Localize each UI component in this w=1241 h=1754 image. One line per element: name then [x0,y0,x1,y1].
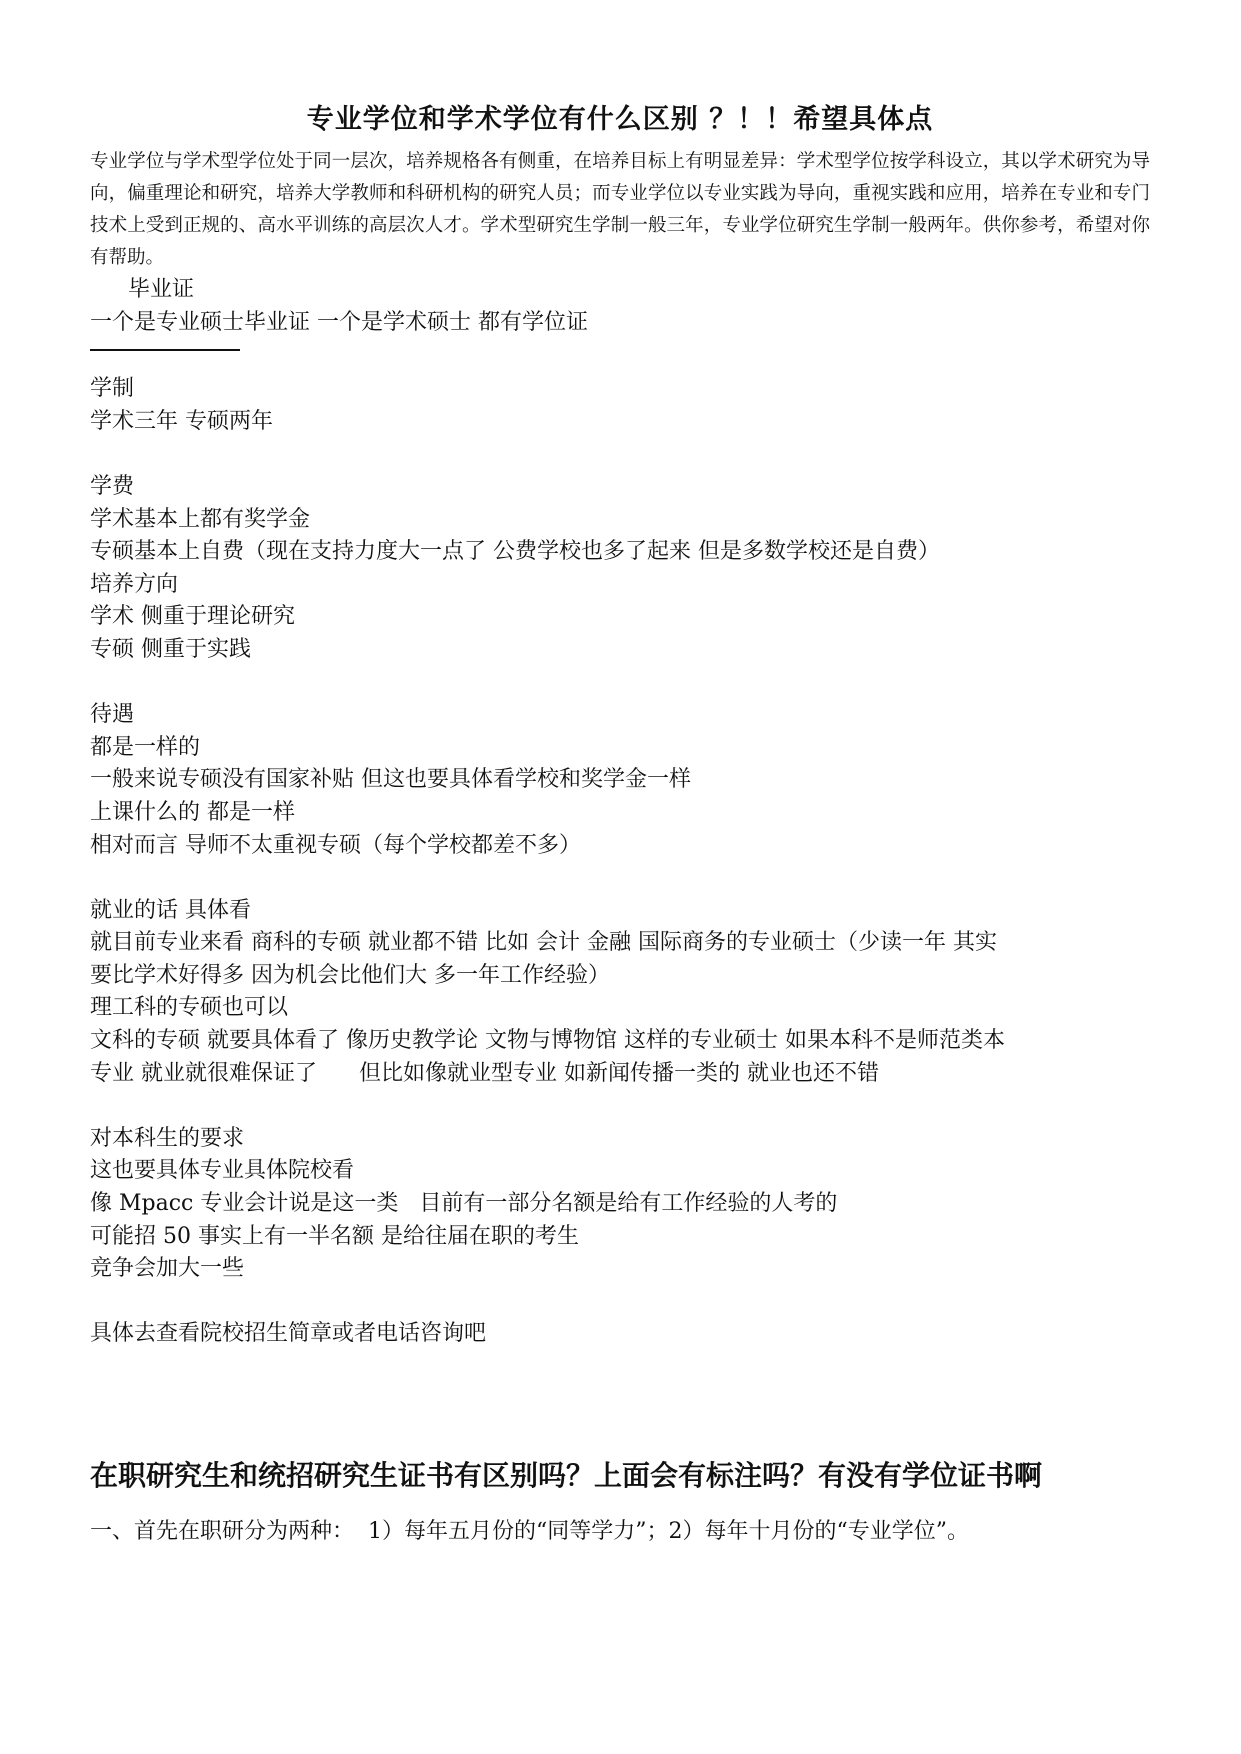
duration-text: 学术三年 专硕两年 [90,408,273,434]
direction-line: 学术 侧重于理论研究 [90,604,295,630]
requirements-line: 竞争会加大一些 [90,1256,245,1282]
document-page [90,90,1150,1571]
fees-line: 专硕基本上自费（现在支持力度大一点了 公费学校也多了起来 但是多数学校还是自费） [90,539,940,565]
employment-line: 文科的专硕 就要具体看了 像历史教学论 文物与博物馆 这样的专业硕士 如果本科不是师范类本 [90,1028,1005,1054]
blank-line [90,438,1150,471]
fees-line: 学术基本上都有奖学金 [90,506,311,532]
intro-paragraph: 专业学位与学术型学位处于同一层次，培养规格各有侧重，在培养目标上有明显差异：学术型学位按学科设立，其以学术研究为导向，偏重理论和研究，培养大学教师和科研机构的研究人员；而专业学位以专业实践为导向，重视实践和应用，培养在专业和专门技术上受到正规的、高水平训练的高层次人才。学术型研究生学制一般三年，专业学位研究生学制一般两年。供你参考，希望对你有帮助。 [90,151,1150,268]
requirements-line: 可能招 50 事实上有一半名额 是给往届在职的考生 [90,1223,579,1249]
certificate-heading: 毕业证 [128,277,195,302]
second-question-title: 在职研究生和统招研究生证书有区别吗？上面会有标注吗？有没有学位证书啊 [90,1459,1043,1492]
horizontal-rule [90,349,240,351]
employment-line: 就目前专业来看 商科的专硕 就业都不错 比如 会计 金融 国际商务的专业硕士（少读一年 其实 [90,930,997,956]
requirements-line: 像 Mpacc 专业会计说是这一类 目前有一部分名额是给有工作经验的人考的 [90,1191,838,1217]
treatment-heading: 待遇 [90,702,135,728]
fees-heading: 学费 [90,473,135,499]
treatment-line: 相对而言 导师不太重视专硕（每个学校都差不多） [90,832,581,858]
closing-line: 具体去查看院校招生简章或者电话咨询吧 [90,1321,487,1347]
treatment-line: 都是一样的 [90,734,201,760]
treatment-line: 上课什么的 都是一样 [90,799,295,825]
requirements-heading: 对本科生的要求 [90,1125,245,1151]
employment-line: 理工科的专硕也可以 [90,995,289,1021]
blank-line [90,667,1150,700]
duration-heading: 学制 [90,376,135,402]
blank-space [90,1351,1150,1447]
document-title: 专业学位和学术学位有什么区别 ？！！希望具体点 [306,104,934,135]
direction-line: 专硕 侧重于实践 [90,636,251,662]
requirements-line: 这也要具体专业具体院校看 [90,1158,355,1184]
treatment-line: 一般来说专硕没有国家补贴 但这也要具体看学校和奖学金一样 [90,767,691,793]
employment-heading: 就业的话 具体看 [90,897,251,923]
blank-line [90,862,1150,895]
blank-line [90,1286,1150,1319]
employment-line: 专业 就业就很难保证了 但比如像就业型专业 如新闻传播一类的 就业也还不错 [90,1060,879,1086]
certificate-text: 一个是专业硕士毕业证 一个是学术硕士 都有学位证 [90,309,588,335]
answer-first-line: 一、首先在职研分为两种： 1）每年五月份的“同等学力”；2）每年十月份的“专业学位”。 [90,1519,969,1544]
direction-heading: 培养方向 [90,571,179,597]
blank-line [90,1090,1150,1123]
employment-line: 要比学术好得多 因为机会比他们大 多一年工作经验） [90,962,610,988]
